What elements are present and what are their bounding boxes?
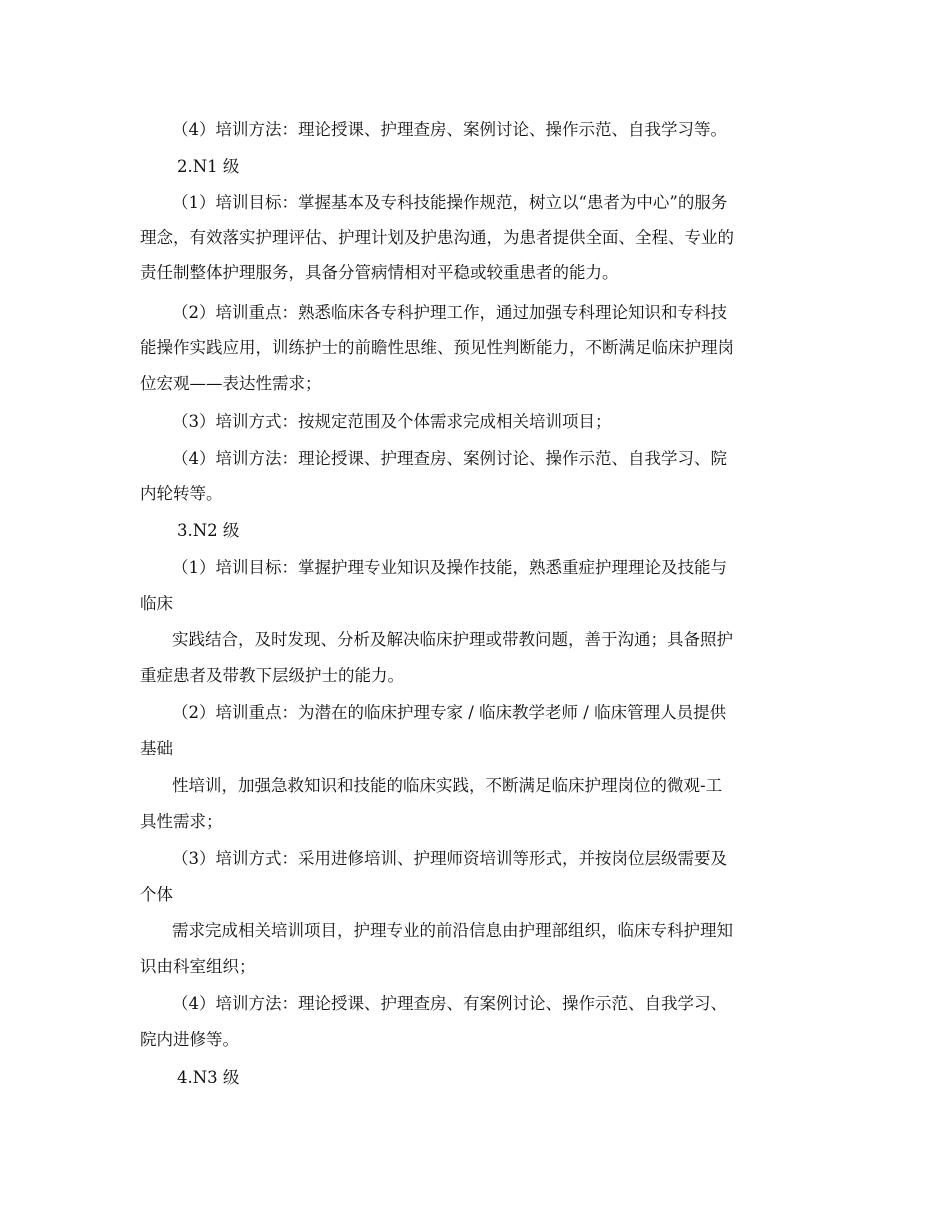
paragraph-n2-goal-line4: 重症患者及带教下层级护士的能力。 [140, 666, 404, 685]
heading-n2-level: 3.N2 级 [177, 521, 240, 540]
paragraph-n1-mode: （3）培训方式：按规定范围及个体需求完成相关培训项目； [172, 412, 612, 431]
paragraph-n2-goal-line1: （1）培训目标：掌握护理专业知识及操作技能，熟悉重症护理理论及技能与 [172, 558, 727, 577]
paragraph-n1-focus-line2: 能操作实践应用，训练护士的前瞻性思维、预见性判断能力，不断满足临床护理岗 [140, 338, 734, 357]
paragraph-n2-focus-line2: 基础 [140, 739, 173, 758]
paragraph-n1-goal-line3: 责任制整体护理服务，具备分管病情相对平稳或较重患者的能力。 [140, 263, 619, 282]
paragraph-n2-goal-line2: 临床 [140, 594, 173, 613]
paragraph-n2-focus-line3: 性培训，加强急救知识和技能的临床实践，不断满足临床护理岗位的微观-工 [172, 776, 723, 795]
paragraph-n1-goal-line1: （1）培训目标：掌握基本及专科技能操作规范，树立以“患者为中心”的服务 [172, 193, 728, 212]
paragraph-n2-mode-line4: 识由科室组织； [140, 957, 256, 976]
paragraph-n1-goal-line2: 理念，有效落实护理评估、护理计划及护患沟通，为患者提供全面、全程、专业的 [140, 228, 734, 247]
paragraph-n1-method-line2: 内轮转等。 [140, 484, 223, 503]
paragraph-n2-focus-line4: 具性需求； [140, 812, 223, 831]
paragraph-n1-focus-line3: 位宏观——表达性需求； [140, 374, 322, 393]
paragraph-n2-mode-line1: （3）培训方式：采用进修培训、护理师资培训等形式，并按岗位层级需要及 [172, 849, 727, 868]
heading-n1-level: 2.N1 级 [177, 157, 240, 176]
paragraph-n1-focus-line1: （2）培训重点：熟悉临床各专科护理工作，通过加强专科理论知识和专科技 [172, 303, 727, 322]
paragraph-n1-method-line1: （4）培训方法：理论授课、护理查房、案例讨论、操作示范、自我学习、院 [172, 449, 727, 468]
paragraph-n2-focus-line1: （2）培训重点：为潜在的临床护理专家 / 临床教学老师 / 临床管理人员提供 [172, 703, 727, 722]
paragraph-n0-method: （4）培训方法：理论授课、护理查房、案例讨论、操作示范、自我学习等。 [172, 120, 727, 139]
paragraph-n2-method-line2: 院内进修等。 [140, 1030, 239, 1049]
paragraph-n2-mode-line2: 个体 [140, 885, 173, 904]
paragraph-n2-mode-line3: 需求完成相关培训项目，护理专业的前沿信息由护理部组织，临床专科护理知 [172, 921, 733, 940]
paragraph-n2-goal-line3: 实践结合，及时发现、分析及解决临床护理或带教问题，善于沟通；具备照护 [172, 630, 733, 649]
heading-n3-level: 4.N3 级 [177, 1068, 240, 1087]
paragraph-n2-method-line1: （4）培训方法：理论授课、护理查房、有案例讨论、操作示范、自我学习、 [172, 994, 727, 1013]
